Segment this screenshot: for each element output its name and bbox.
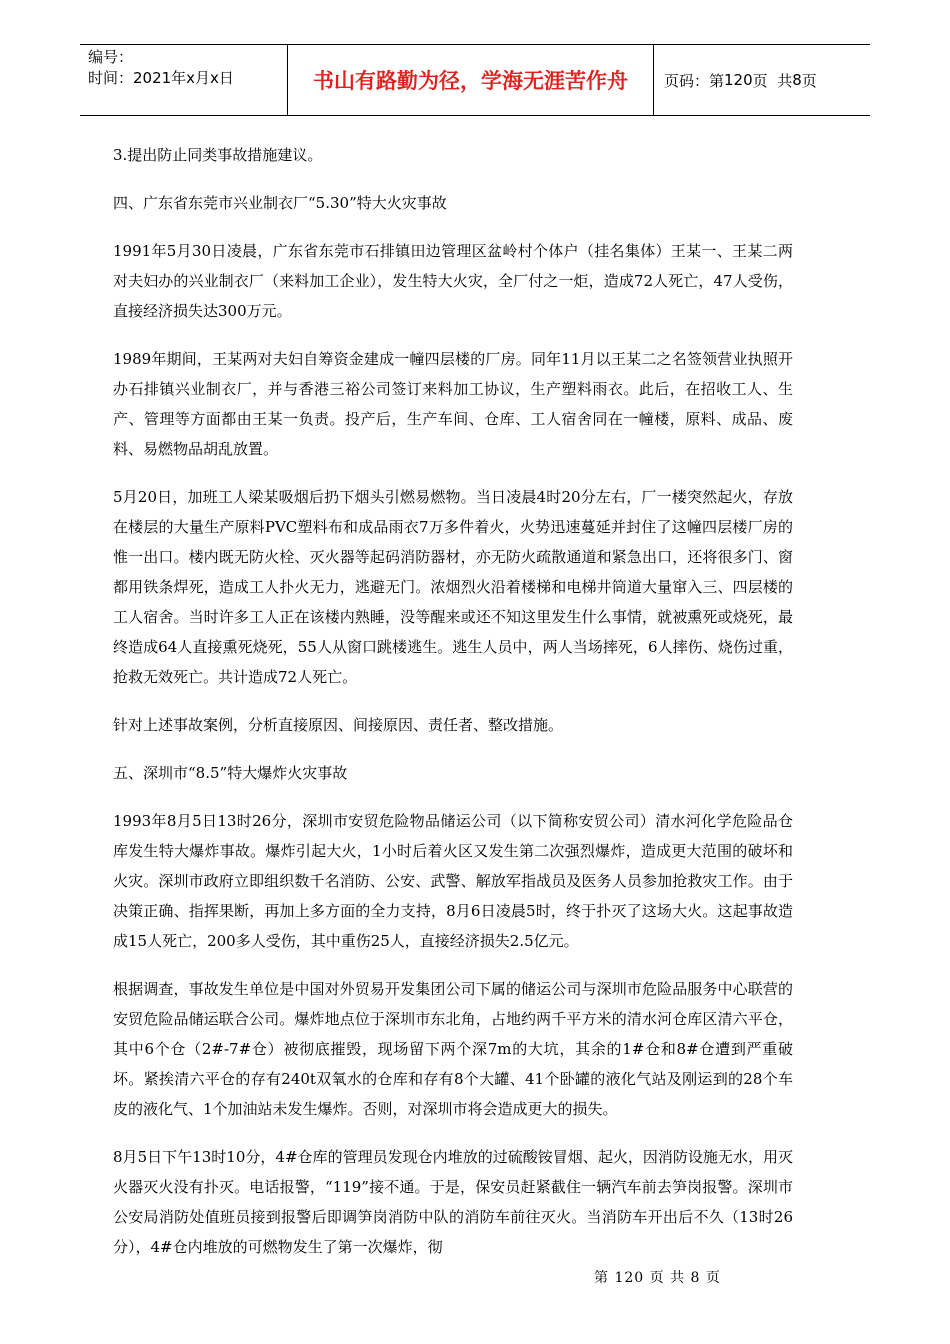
page-code-prefix: 页码：第 xyxy=(664,71,725,90)
date-label: 时间：2021年x月x日 xyxy=(88,69,234,87)
paragraph-8: 1993年8月5日13时26分，深圳市安贸危险物品储运公司（以下简称安贸公司）清水河化学危险品仓库发生特大爆炸事故。爆炸引起大火，1小时后着火区又发生第二次强烈爆炸，造成更大范围的破坏和火灾。深圳市政府立即组织数千名消防、公安、武警、解放军指战员及医务人员参加抢救灾工作。由于决策正确、指挥果断，再加上多方面的全力支持，8月6日凌晨5时，终于扑灭了这场大火。这起事故造成15人死亡，200多人受伤，其中重伤25人，直接经济损失2.5亿元。 xyxy=(113,812,793,950)
footer-current-page: 120 xyxy=(614,1270,645,1286)
header-meta xyxy=(80,45,288,115)
document-body xyxy=(113,140,793,1262)
paragraph-4: 1989年期间，王某两对夫妇自筹资金建成一幢四层楼的厂房。同年11月以王某二之名签领营业执照开办石排镇兴业制衣厂，并与香港三裕公司签订来料加工协议，生产塑料雨衣。此后，在招收工人、生产、管理等方面都由王某一负责。投产后，生产车间、仓库、工人宿舍同在一幢楼，原料、成品、废料、易燃物品胡乱放置。 xyxy=(113,350,793,458)
page-code-mid: 页 共 xyxy=(752,71,793,90)
footer-mid: 页 共 xyxy=(649,1270,686,1286)
paragraph-5: 5月20日，加班工人梁某吸烟后扔下烟头引燃易燃物。当日凌晨4时20分左右，厂一楼突然起火，存放在楼层的大量生产原料PVC塑料布和成品雨衣7万多件着火，火势迅速蔓延并封住了这幢四层楼厂房的惟一出口。楼内既无防火栓、灭火器等起码消防器材，亦无防火疏散通道和紧急出口，还将很多门、窗都用铁条焊死，造成工人扑火无力，逃避无门。浓烟烈火沿着楼梯和电梯井筒道大量窜入三、四层楼的工人宿舍。当时许多工人正在该楼内熟睡，没等醒来或还不知这里发生什么事情，就被熏死或烧死，最终造成64人直接熏死烧死，55人从窗口跳楼逃生。逃生人员中，两人当场摔死，6人摔伤、烧伤过重，抢救无效死亡。共计造成72人死亡。 xyxy=(113,488,793,686)
section-heading-5: 五、深圳市“8.5”特大爆炸火灾事故 xyxy=(113,764,348,782)
paragraph-3: 1991年5月30日凌晨，广东省东莞市石排镇田边管理区盆岭村个体户（挂名集体）王某一、王某二两对夫妇办的兴业制衣厂（来料加工企业），发生特大火灾，全厂付之一炬，造成72人死亡，47人受伤，直接经济损失达300万元。 xyxy=(113,242,793,320)
paragraph-10: 8月5日下午13时10分，4#仓库的管理员发现仓内堆放的过硫酸铵冒烟、起火，因消防设施无水，用灭火器灭火没有扑灭。电话报警，“119”接不通。于是，保安员赶紧截住一辆汽车前去笋岗报警。深圳市公安局消防处值班员接到报警后即调笋岗消防中队的消防车前往灭火。当消防车开出后不久（13时26分），4#仓内堆放的可燃物发生了第一次爆炸，彻 xyxy=(113,1148,793,1256)
footer-suffix: 页 xyxy=(705,1270,721,1286)
paragraph-6: 针对上述事故案例，分析直接原因、间接原因、责任者、整改措施。 xyxy=(113,716,564,734)
serial-number-label: 编号： xyxy=(88,48,134,66)
section-heading-4: 四、广东省东莞市兴业制衣厂“5.30”特大火灾事故 xyxy=(113,194,447,212)
paragraph-9: 根据调查，事故发生单位是中国对外贸易开发集团公司下属的储运公司与深圳市危险品服务中心联营的安贸危险品储运联合公司。爆炸地点位于深圳市东北角，占地约两千平方米的清水河仓库区清六平仓，其中6个仓（2#-7#仓）被彻底摧毁，现场留下两个深7m的大坑，其余的1#仓和8#仓遭到严重破坏。紧挨清六平仓的存有240t双氧水的仓库和存有8个大罐、41个卧罐的液化气站及刚运到的28个车皮的液化气、1个加油站未发生爆炸。否则，对深圳市将会造成更大的损失。 xyxy=(113,980,793,1118)
page-code-suffix: 页 xyxy=(801,71,817,90)
paragraph-1: 3.提出防止同类事故措施建议。 xyxy=(113,146,323,164)
page-header xyxy=(80,44,870,116)
page-footer xyxy=(594,1267,721,1287)
header-page-code xyxy=(654,45,870,115)
footer-prefix: 第 xyxy=(594,1270,609,1286)
footer-total-pages: 8 xyxy=(690,1270,701,1286)
page-code-current: 120 xyxy=(724,71,753,89)
page-code-total: 8 xyxy=(792,71,802,89)
header-motto: 书山有路勤为径，学海无涯苦作舟 xyxy=(288,45,654,115)
